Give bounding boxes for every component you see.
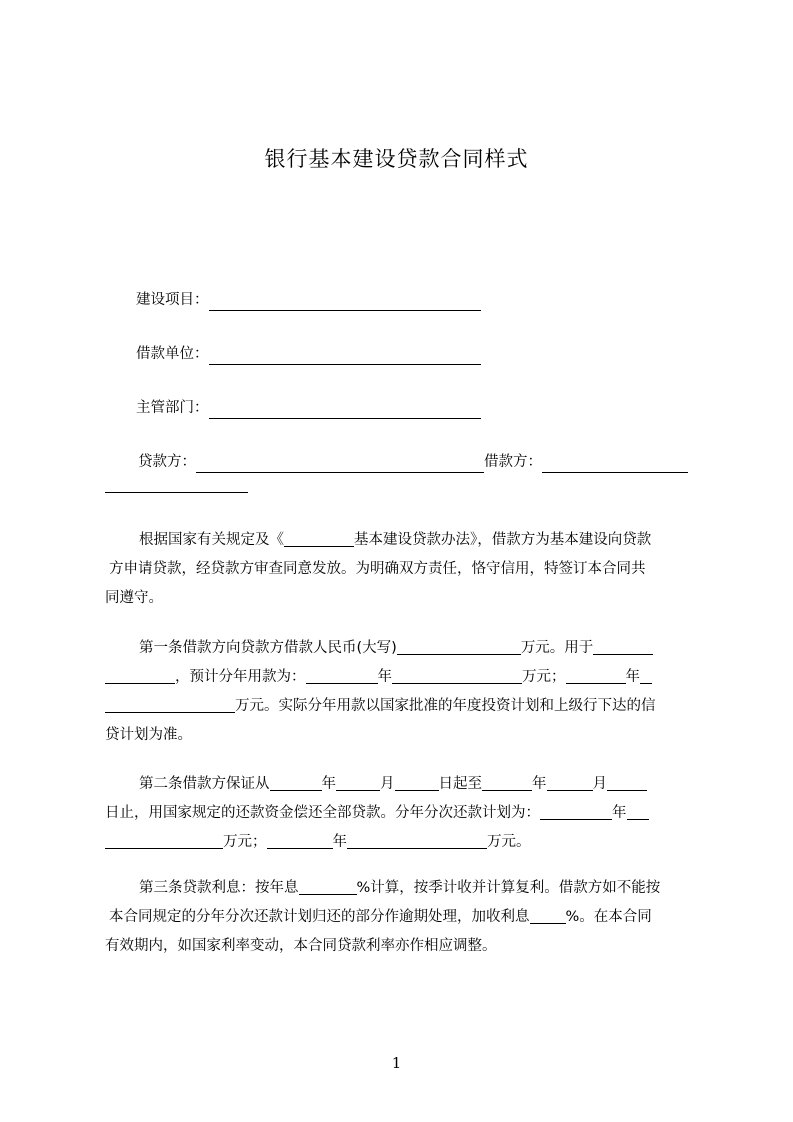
purpose-blank-continued[interactable] — [105, 668, 175, 684]
lender-label: 贷款方： — [138, 454, 196, 470]
document-title: 银行基本建设贷款合同样式 — [264, 147, 529, 171]
repay-amount-blank-1-continued[interactable] — [105, 833, 223, 849]
amount-blank[interactable] — [397, 639, 521, 655]
year-blank-1[interactable] — [306, 668, 378, 684]
preamble-paragraph: 根据国家有关规定及《 基本建设贷款办法》，借款方为基本建设向贷款 方申请贷款，经贷款方审查同意发放。为明确双方责任，恪守信用，特签订本合同共 同遵守。 — [105, 532, 652, 606]
borrower-unit-field — [136, 343, 481, 365]
amount-blank-2-continued[interactable] — [105, 697, 235, 713]
lender-blank[interactable] — [196, 456, 484, 473]
repay-year-blank-1[interactable] — [540, 804, 612, 820]
regulation-name-blank[interactable] — [284, 531, 354, 547]
project-field — [136, 289, 481, 311]
repay-amount-blank-2[interactable] — [347, 833, 487, 849]
authority-blank[interactable] — [209, 402, 481, 419]
start-month-blank[interactable] — [336, 775, 380, 791]
article-1: 第一条借款方向贷款方借款人民币(大写) 万元。用于 ，预计分年用款为： 年 万元； 年 万元。实际分年用款以国家批准的年度投资计划和上级行下达的信 贷计划为准。 — [105, 640, 656, 743]
end-day-blank[interactable] — [607, 775, 647, 791]
amount-blank-1[interactable] — [392, 668, 522, 684]
article-3: 第三条贷款利息：按年息 %计算，按季计收并计算复利。借款方如不能按 本合同规定的分年分次还款计划归还的部分作逾期处理，加收利息 %。在本合同 有效期内，如国家利率变动，本合同贷款利率亦作相应调整。 — [105, 880, 661, 954]
year-blank-2[interactable] — [566, 668, 626, 684]
interest-rate-blank[interactable] — [299, 879, 357, 895]
parties-field — [138, 451, 688, 473]
project-label: 建设项目： — [136, 292, 209, 308]
authority-field — [136, 397, 481, 419]
borrower-label: 借款方： — [484, 454, 542, 470]
authority-label: 主管部门： — [136, 400, 209, 416]
repay-year-blank-2[interactable] — [267, 833, 333, 849]
project-blank[interactable] — [209, 294, 481, 311]
borrower-unit-label: 借款单位： — [136, 346, 209, 362]
end-month-blank[interactable] — [547, 775, 593, 791]
penalty-rate-blank[interactable] — [530, 908, 566, 924]
start-day-blank[interactable] — [395, 775, 439, 791]
amount-blank-2[interactable] — [640, 668, 652, 684]
start-year-blank[interactable] — [270, 775, 322, 791]
end-year-blank[interactable] — [482, 775, 532, 791]
borrower-blank[interactable] — [542, 456, 688, 473]
page-number: 1 — [391, 1054, 402, 1072]
purpose-blank[interactable] — [593, 639, 653, 655]
article-2: 第二条借款方保证从 年 月 日起至 年 月 日止，用国家规定的还款资金偿还全部贷款。分年分次还款计划为： 年 万元； 年 万元。 — [105, 770, 699, 857]
repay-amount-blank-1[interactable] — [627, 804, 649, 820]
borrower-unit-blank[interactable] — [209, 348, 481, 365]
borrower-blank-continued[interactable] — [105, 476, 248, 493]
